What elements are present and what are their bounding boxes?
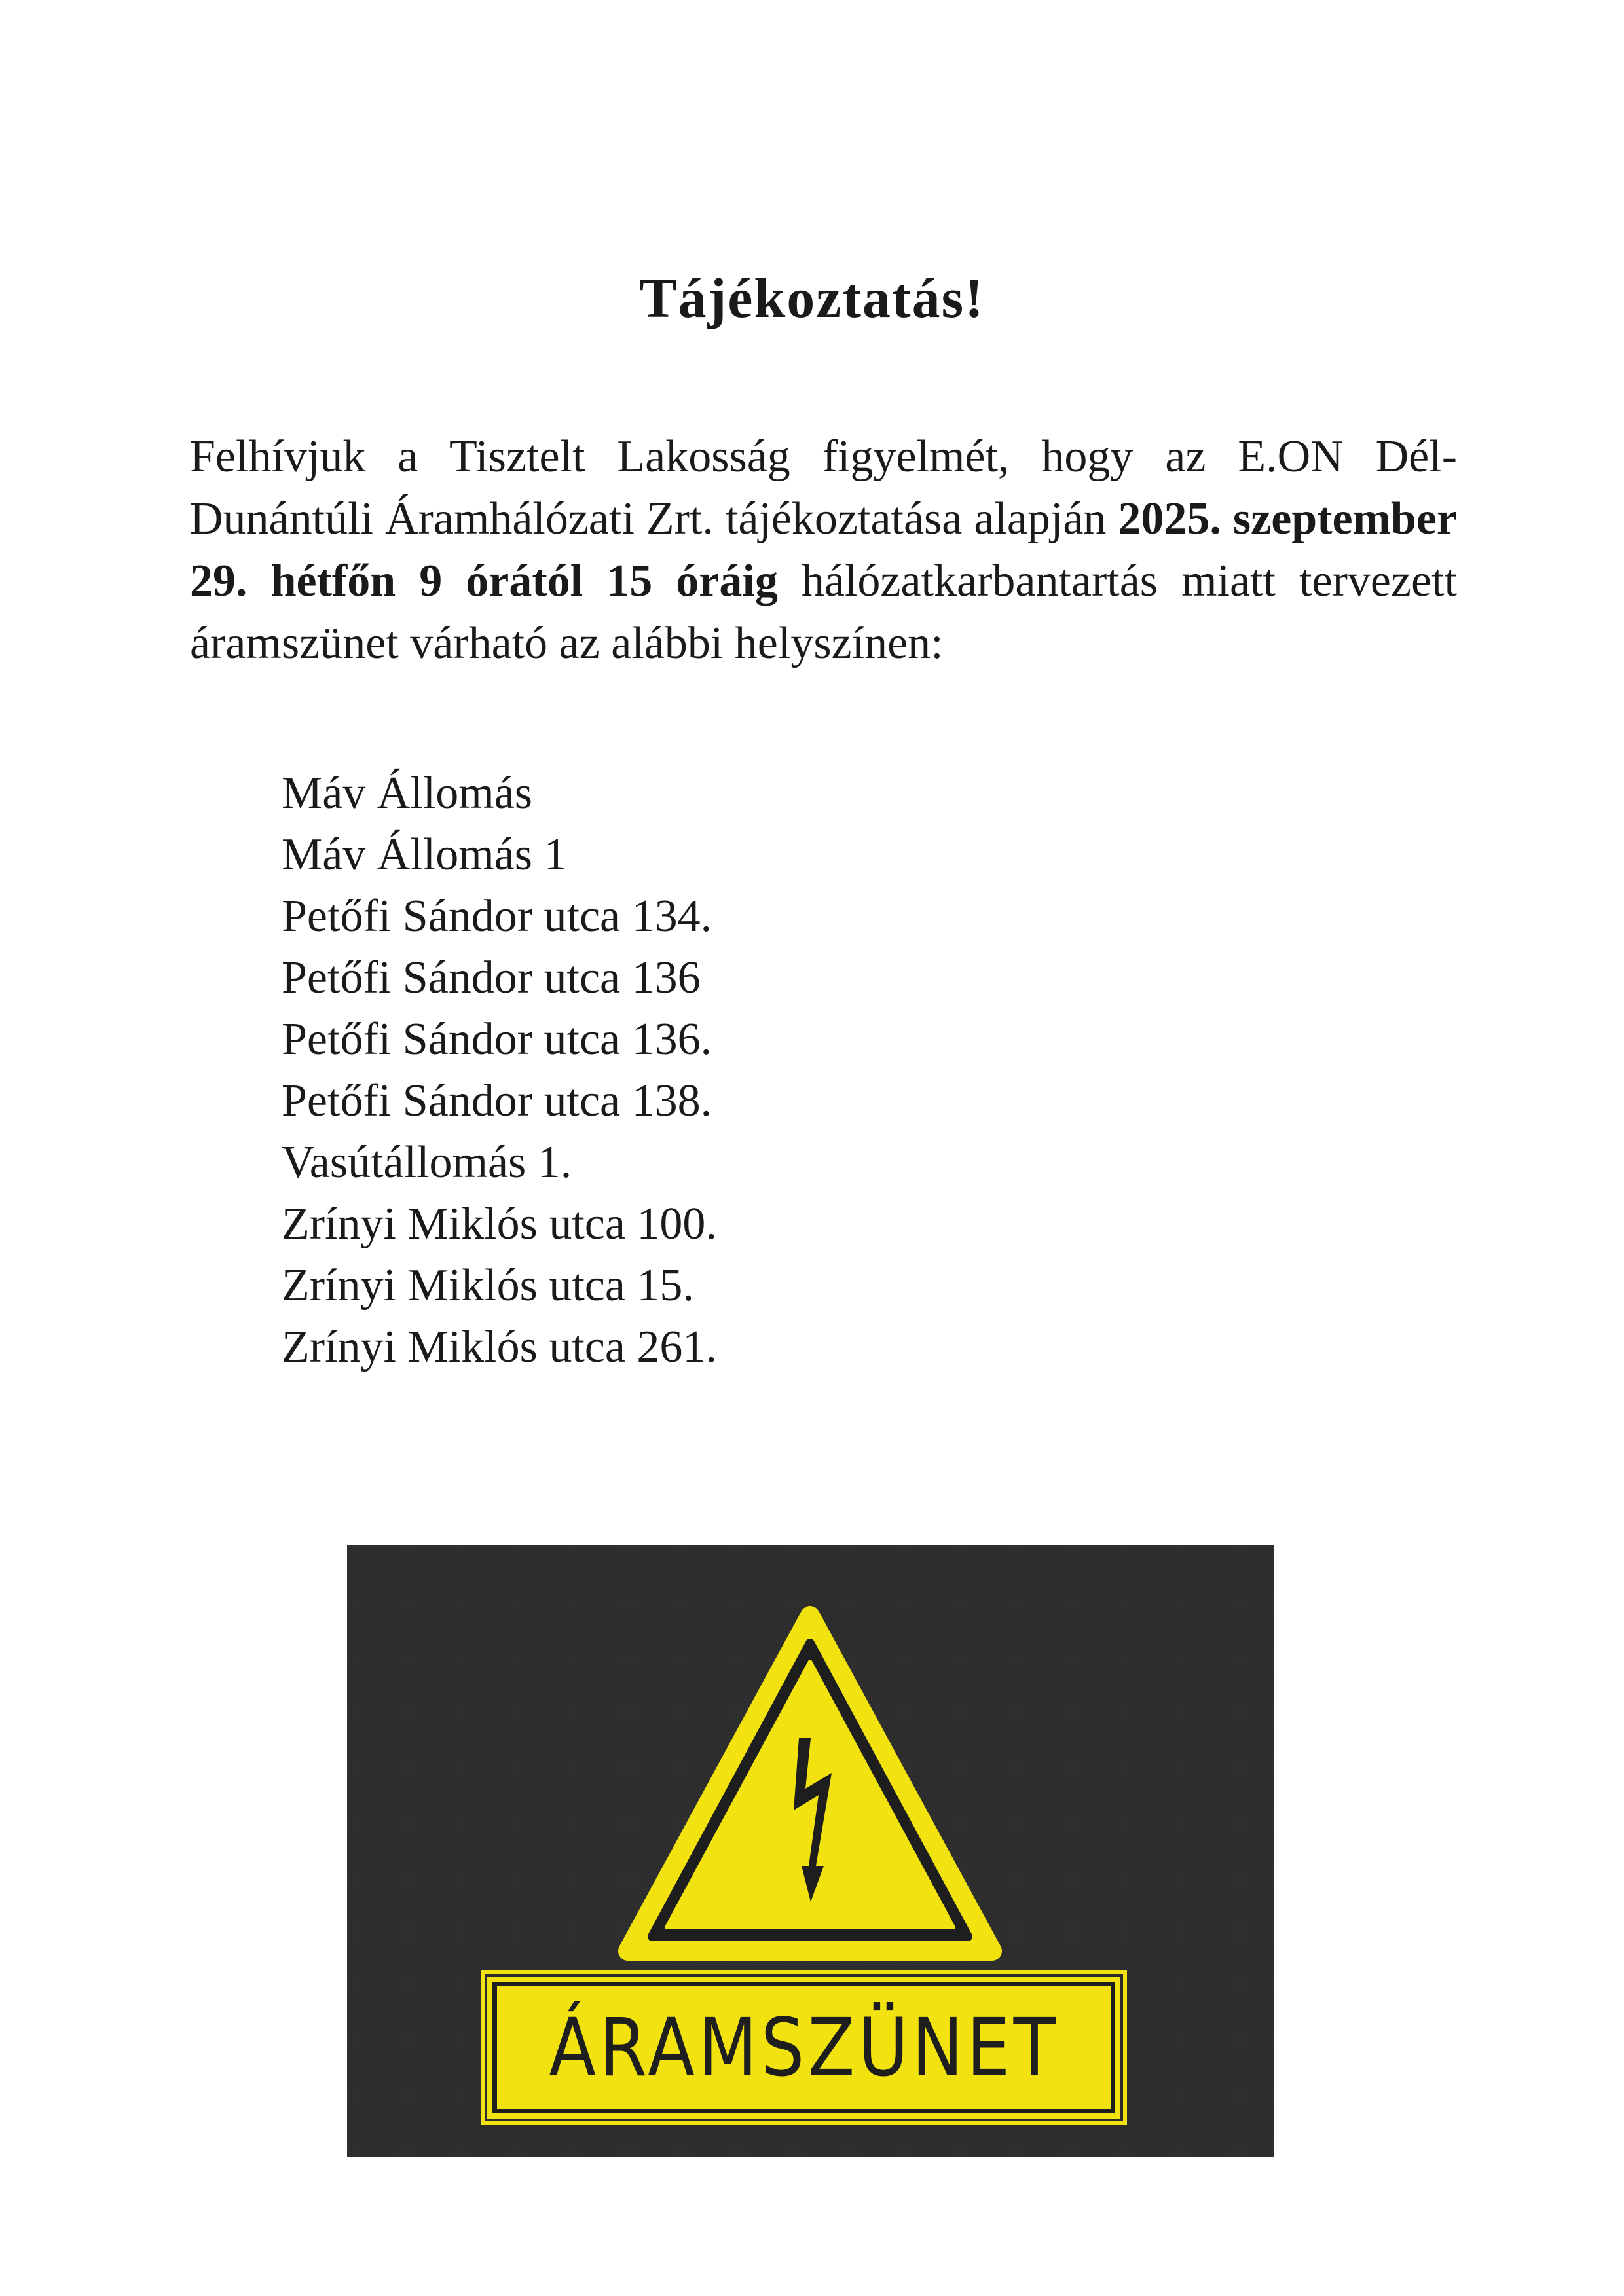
intro-text-1: Felhívjuk a Tisztelt Lakosság figyelmét, hogy az E.ON Dél-Dunántúli Áramhálózati Zrt. tájékoztatása alapján — [190, 431, 1457, 544]
intro-date: 2025. szeptember 29. — [190, 494, 1457, 606]
intro-time: hétfőn 9 órától 15 óráig — [270, 556, 778, 606]
location-item: Petőfi Sándor utca 136. — [282, 1014, 712, 1065]
location-item: Petőfi Sándor utca 138. — [282, 1076, 712, 1126]
intro-text-3: hálózatkarbantartás miatt tervezett áramszünet várható az alábbi helyszínen: — [190, 556, 1458, 668]
location-item: Petőfi Sándor utca 134. — [282, 891, 712, 941]
intro-text-2 — [248, 556, 271, 606]
location-item: Petőfi Sándor utca 136 — [282, 953, 701, 1003]
power-outage-sign — [347, 1545, 1274, 2157]
location-item: Vasútállomás 1. — [282, 1137, 572, 1188]
sign-label: ÁRAMSZÜNET — [549, 2001, 1059, 2094]
location-list — [282, 763, 717, 1378]
location-item: Zrínyi Miklós utca 261. — [282, 1322, 717, 1372]
location-item: Máv Állomás — [282, 768, 533, 818]
intro-paragraph — [190, 426, 1457, 674]
location-item: Máv Állomás 1 — [282, 829, 567, 880]
location-item: Zrínyi Miklós utca 15. — [282, 1260, 694, 1311]
page-title: Tájékoztatás! — [639, 266, 985, 329]
location-item: Zrínyi Miklós utca 100. — [282, 1199, 717, 1249]
sign-label-box — [485, 1974, 1123, 2121]
